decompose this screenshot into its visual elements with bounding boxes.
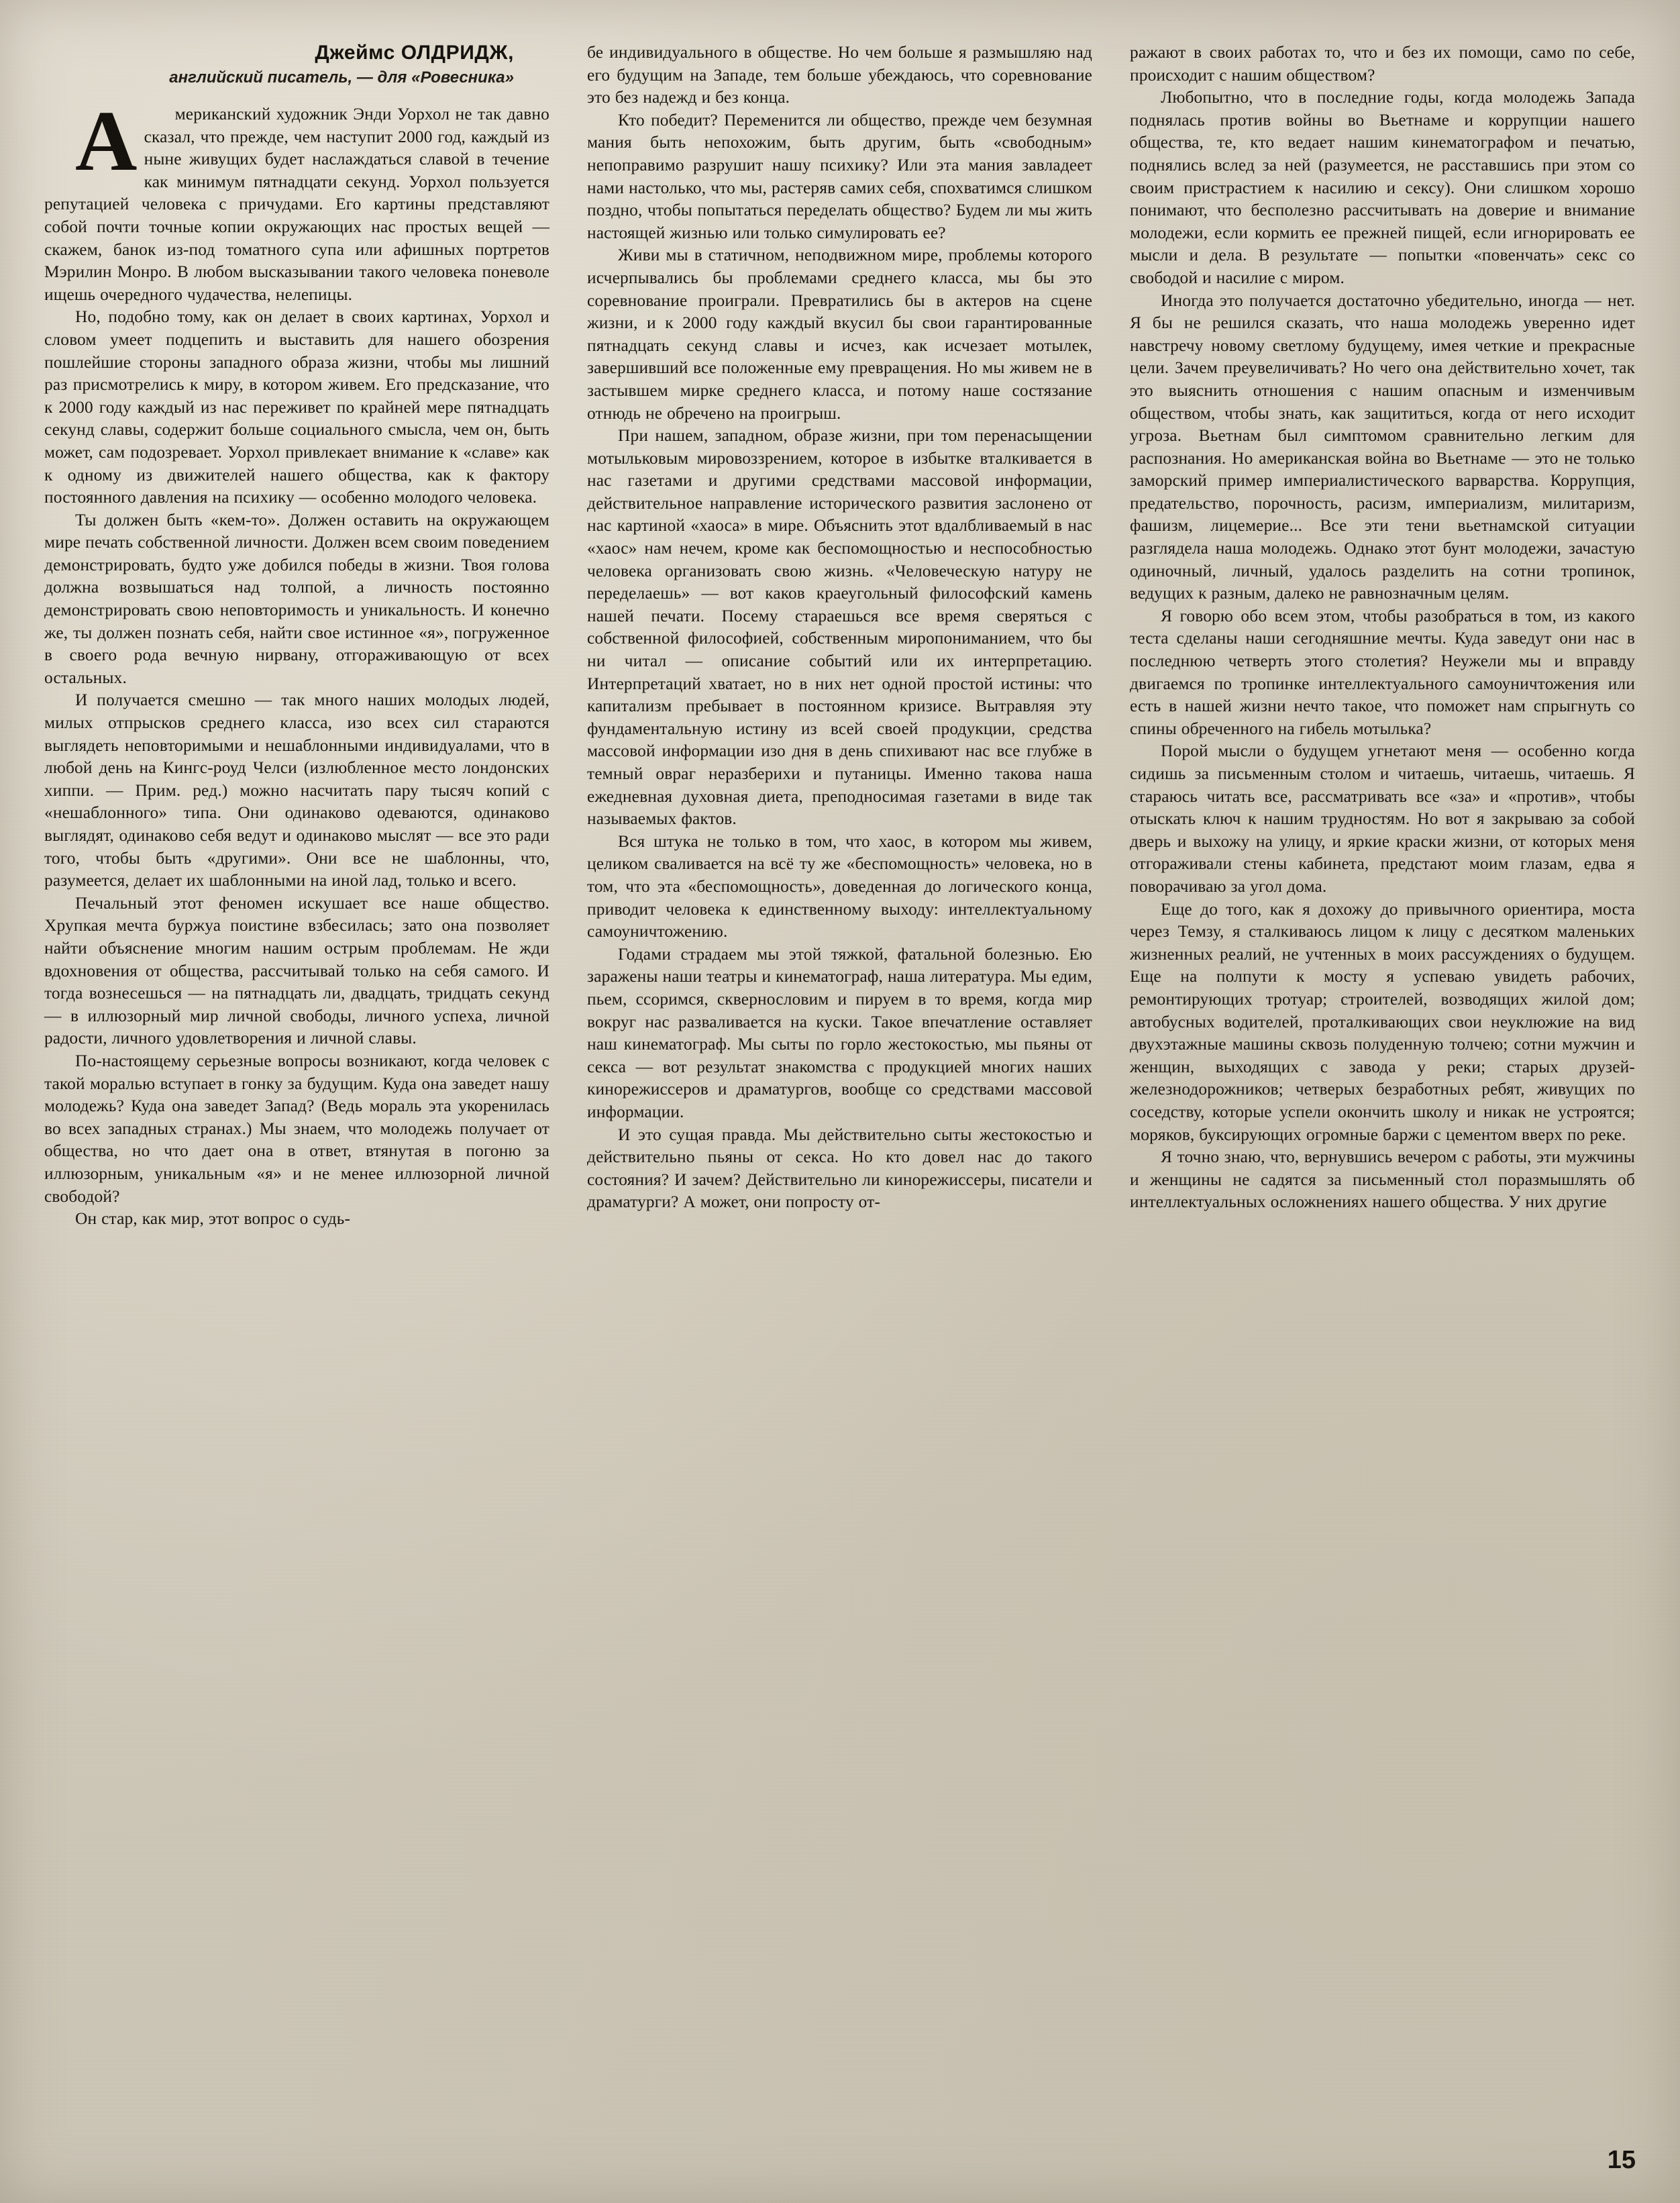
page-number: 15 <box>1607 2146 1636 2174</box>
author-name: Джеймс ОЛДРИДЖ, <box>315 42 514 64</box>
paragraph: Еще до того, как я дохожу до привычного ориентира, моста через Темзу, я сталкиваюсь лицом к лицу с десятком маленьких жизненных реалий, не учтенных в моих рассуждениях о будущем. Еще на полпути к мосту я успеваю увидеть рабочих, ремонтирующих тротуар; строителей, возводящих жилой дом; автобусных водителей, проталкивающих свои неуклюжие на вид двухэтажные машины сквозь полуденную толчею; сотни мужчин и женщин, выходящих с завода у реки; старых друзей-железнодорожников; четверых безработных ребят, живущих по соседству, которые успели окончить школу и никак не устроятся; моряков, буксирующих огромные баржи с цементом вверх по реке. <box>1130 899 1635 1144</box>
paragraph: Я говорю обо всем этом, чтобы разобраться в том, из какого теста сделаны наши сегодняшние мечты. Куда заведут они нас в последнюю четверть этого столетия? Неужели мы и вправду двигаемся по тропинке интеллектуального самоуничтожения или есть в нашей жизни нечто такое, что поможет нам спрыгнуть со спины обреченного на гибель мотылька? <box>1130 606 1635 738</box>
article-columns <box>44 42 1636 2129</box>
paragraph: Вся штука не только в том, что хаос, в котором мы живем, целиком сваливается на всё ту же «беспомощность» человека, но в том, что эта «беспомощность», доведенная до логического конца, приводит человека к единственному выходу: интеллектуальному самоуничтожению. <box>587 831 1092 941</box>
paragraph: Порой мысли о будущем угнетают меня — особенно когда сидишь за письменным столом и читаешь, читаешь, читаешь. Я стараюсь читать все, рассматривать все «за» и «против», чтобы отыскать ключ к нашим трудностям. Но вот я закрываю за собой дверь и выхожу на улицу, и яркие краски жизни, от которых меня отгораживали стены кабинета, предстают моим глазам, едва я поворачиваю за угол дома. <box>1130 741 1635 896</box>
paragraph: Печальный этот феномен искушает все наше общество. Хрупкая мечта буржуа поистине взбесилась; зато она позволяет найти объяснение многим нашим острым проблемам. Не жди вдохновения от общества, рассчитывай только на себя самого. И тогда вознесешься — на пятнадцать ли, двадцать, тридцать секунд — в иллюзорный мир личной свободы, личного успеха, личной радости, личного удовлетворения и личной славы. <box>44 893 549 1048</box>
paragraph: При нашем, западном, образе жизни, при том перенасыщении мотыльковым мировоззрением, которое в избытке вталкивается в нас газетами и другими средствами массовой информации, действительное направление исторического развития заслонено от нас картиной «хаоса» в мире. Объяснить этот вдалбливаемый в нас «хаос» нам нечем, кроме как беспомощностью и неспособностью человека организовать свою жизнь. «Человеческую натуру не переделаешь» — вот каков краеугольный философский камень нашей печати. Посему стараешься все время сверяться с собственной философией, собственным миропониманием, что бы ни читал — описание событий или их интерпретацию. Интерпретаций хватает, но в них нет одной простой истины: что капитализм пребывает в постоянном кризисе. Вытравляя эту фундаментальную истину из всей своей продукции, средства массовой информации изо дня в день спихивают нас все глубже в темный овраг неразберихи и путаницы. Именно такова наша ежедневная духовная диета, преподносимая газетами в виде так называемых фактов. <box>587 426 1092 829</box>
paragraph: И получается смешно — так много наших молодых людей, милых отпрысков среднего класса, изо всех сил стараются выглядеть неповторимыми и нешаблонными индивидуалами, что в любой день на Кингс-роуд Челси (излюбленное место лондонских хиппи. — Прим. ред.) можно насчитать пару тысяч копий с «нешаблонного» типа. Они одинаково одеваются, одинаково выглядят, одинаково себя ведут и одинаково мыслят — все это ради того, чтобы быть «другими». Они все не шаблонны, что, разумеется, делает их шаблонными на иной лад, только и всего. <box>44 690 549 890</box>
paragraph: Любопытно, что в последние годы, когда молодежь Запада поднялась против войны во Вьетнаме и коррупции нашего общества, те, кто ведает нашим кинематографом и печатью, поднялись вслед за ней (разумеется, не расставшись при этом со своим пристрастием к насилию и сексу). Они слишком хорошо понимают, что бесполезно рассчитывать на доверие и внимание молодежи, если кормить ее прежней пищей, если игнорировать ее мысли и дела. В результате — попытки «повенчать» секс со свободой и насилие с миром. <box>1130 88 1635 287</box>
author-role: английский писатель, — для «Ровесника» <box>169 68 514 87</box>
paragraph <box>44 93 549 306</box>
paragraph-text: мериканский художник Энди Уорхол не так давно сказал, что прежде, чем наступит 2000 год, каждый из ныне живущих будет наслаждаться славой в течение как минимум пятнадцати секунд. Уорхол пользуется репутацией человека с причудами. Его картины представляют собой почти точные копии окружающих нас простых вещей — скажем, банок из-под томатного супа или афишных портретов Мэрилин Монро. В любом высказывании такого человека поневоле ищешь очередного чудачества, нелепицы. <box>44 105 549 304</box>
column-2 <box>587 42 1092 2129</box>
paragraph: бе индивидуального в обществе. Но чем больше я размышляю над его будущим на Западе, тем больше убеждаюсь, что соревнование это без надежд и без конца. <box>587 43 1092 107</box>
paragraph: Он стар, как мир, этот вопрос о судь- <box>75 1209 351 1229</box>
column-3 <box>1130 42 1635 2129</box>
paragraph: Кто победит? Переменится ли общество, прежде чем безумная мания быть непохожим, быть другим, быть «свободным» непоправимо разрушит нашу психику? Или эта мания завладеет нами настолько, что мы, растеряв самих себя, спохватимся слишком поздно, чтобы попытаться переделать общество? Будем ли мы жить настоящей жизнью или только симулировать ее? <box>587 110 1092 242</box>
paragraph: По-настоящему серьезные вопросы возникают, когда человек с такой моралью вступает в гонку за будущим. Куда она заведет нашу молодежь? Куда она заведет Запад? (Ведь мораль эта укоренилась во всех западных странах.) Мы знаем, что молодежь получает от общества, но что дает она в ответ, втянутая в погоню за иллюзорным, уникальным «я» и не менее иллюзорной личной свободой? <box>44 1051 549 1206</box>
paragraph: Годами страдаем мы этой тяжкой, фатальной болезнью. Ею заражены наши театры и кинематограф, наша литература. Мы едим, пьем, ссоримся, сквернословим и пируем в то время, когда мир вокруг нас разваливается на куски. Такое впечатление оставляет наш кинематограф. Мы сыты по горло жестокостью, мы пьяны от секса — вот результат знакомства с продукцией многих наших кинорежиссеров и драматургов, вообще со средствами массовой информации. <box>587 944 1092 1121</box>
paragraph: Ты должен быть «кем-то». Должен оставить на окружающем мире печать собственной личности. Должен всем своим поведением демонстрировать, будто уже добился победы в жизни. Твоя голова должна возвышаться над толпой, а личность постоянно демонстрировать свою неповторимость и уникальность. И конечно же, ты должен познать себя, найти свое истинное «я», погруженное в своего рода вечную нирвану, отгораживающую от всех остальных. <box>44 510 549 687</box>
paragraph: ражают в своих работах то, что и без их помощи, само по себе, происходит с нашим обществом? <box>1130 43 1635 85</box>
paragraph: Но, подобно тому, как он делает в своих картинах, Уорхол и словом умеет подцепить и выставить для нашего обозрения пошлейшие стороны западного образа жизни, чтобы мы лишний раз присмотрелись к миру, в котором живем. Его предсказание, что к 2000 году каждый из нас переживет по крайней мере пятнадцать секунд славы, содержит больше социального смысла, чем он, быть может, сам подозревает. Уорхол привлекает внимание к «славе» как к одному из движителей нашего общества, как к фактору постоянного давления на психику — особенно молодого человека. <box>44 307 549 507</box>
paragraph: И это сущая правда. Мы действительно сыты жестокостью и действительно пьяны от секса. Но кто довел нас до такого состояния? И зачем? Действительно ли кинорежиссеры, писатели и драматурги? А может, они попросту от- <box>587 1125 1092 1212</box>
drop-cap: А <box>75 93 138 189</box>
column-1 <box>44 42 549 2129</box>
paragraph: Я точно знаю, что, вернувшись вечером с работы, эти мужчины и женщины не садятся за письменный стол поразмышлять об интеллектуальных осложнениях нашего общества. У них другие <box>1130 1147 1635 1212</box>
paragraph: Живи мы в статичном, неподвижном мире, проблемы которого исчерпывались бы проблемами среднего класса, мы бы это соревнование проиграли. Превратились бы в актеров на сцене жизни, и к 2000 году каждый вкусил бы свои гарантированные пятнадцать секунд славы и исчез, как исчезает мотылек, завершивший все положенные ему превращения. Но мы живем не в застывшем мирке среднего класса, и потому наше состязание отнюдь не обречено на проигрыш. <box>587 246 1092 423</box>
paragraph: Иногда это получается достаточно убедительно, иногда — нет. Я бы не решился сказать, что наша молодежь уверенно идет навстречу новому светлому будущему, имея четкие и прекрасные цели. Зачем преувеличивать? Но чего она действительно хочет, так это выяснить отношения с нашим опасным и изменчивым обществом, чтобы знать, как защититься, когда от него исходит угроза. Вьетнам был симптомом сравнительно легким для распознания. Но американская война во Вьетнаме — это не только заморский пример империалистического варварства. Коррупция, предательство, порочность, расизм, империализм, милитаризм, фашизм, лицемерие... Все эти тени вьетнамской ситуации разглядела наша молодежь. Однако этот бунт молодежи, зачастую одиночный, личный, удалось разделить на сотни тропинок, ведущих к разным, далеко не равнозначным целям. <box>1130 291 1635 603</box>
